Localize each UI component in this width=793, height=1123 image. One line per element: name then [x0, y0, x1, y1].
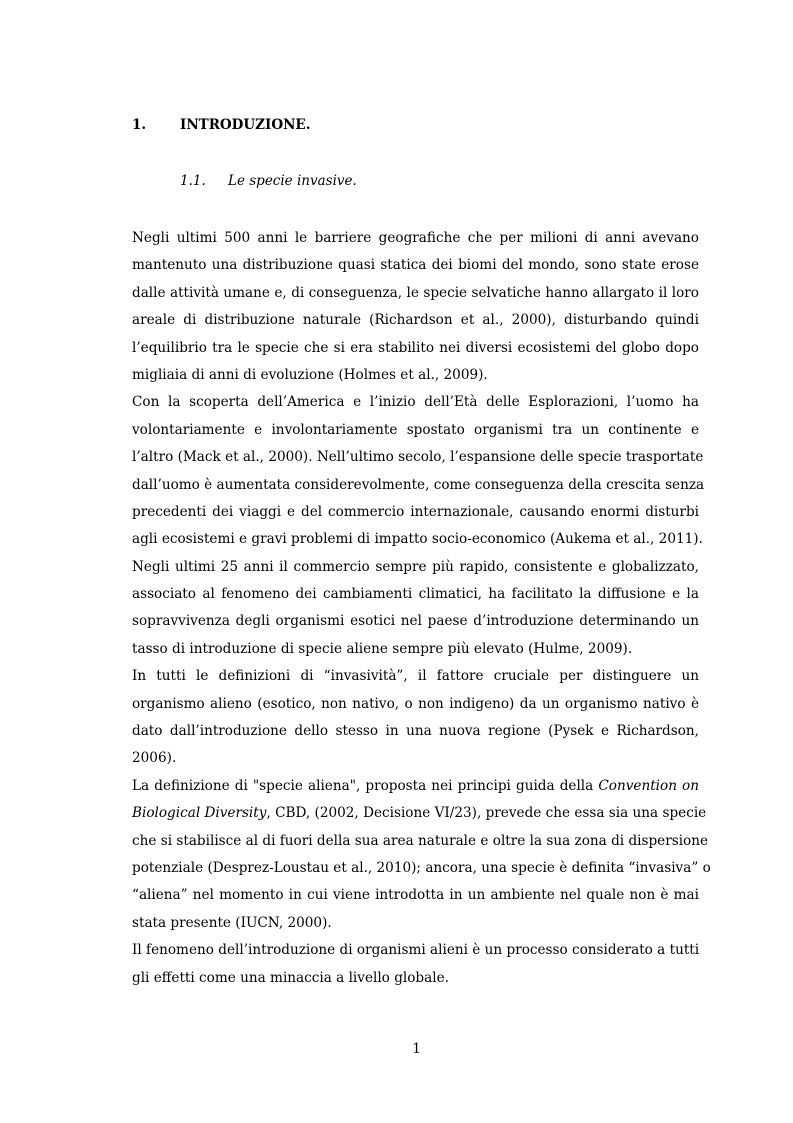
text-line: dalle attività umane e, di conseguenza, le specie selvatiche hanno allargato il loro [132, 284, 699, 301]
text-line [132, 800, 707, 827]
section-title: INTRODUZIONE. [180, 117, 311, 133]
text-line: associato al fenomeno dei cambiamenti climatici, ha facilitato la diffusione e la [132, 586, 699, 603]
text-line: Il fenomeno dell’introduzione di organismi alieni è un processo considerato a tutti [132, 942, 700, 959]
text-line: l’equilibrio tra le specie che si era stabilito nei diversi ecosistemi del globo dopo [132, 339, 699, 356]
text-line: che si stabilisce al di fuori della sua area naturale e oltre la sua zona di dispersione [132, 832, 709, 849]
text-line: stata presente (IUCN, 2000). [132, 914, 332, 931]
subsection-heading [180, 172, 357, 190]
text-line: “aliena” nel momento in cui viene introdotta in un ambiente nel quale non è mai [132, 887, 699, 904]
section-heading [132, 116, 310, 134]
text-line: Negli ultimi 500 anni le barriere geografiche che per milioni di anni avevano [132, 230, 699, 246]
text-line: precedenti dei viaggi e del commercio internazionale, causando enormi disturbi [132, 503, 699, 520]
text-line: tasso di introduzione di specie aliene sempre più elevato (Hulme, 2009). [132, 640, 633, 657]
text-line: dall’uomo è aumentata considerevolmente, come conseguenza della crescita senza [132, 476, 705, 493]
body-text [132, 225, 711, 992]
text-run: La definizione di "specie aliena", proposta nei principi guida della [132, 777, 599, 794]
text-line: gli effetti come una minaccia a livello globale. [132, 969, 449, 986]
text-line: areale di distribuzione naturale (Richardson et al., 2000), disturbando quindi [132, 312, 699, 329]
text-run: , CBD, (2002, Decisione VI/23), prevede che essa sia una specie [266, 805, 707, 822]
text-line: agli ecosistemi e gravi problemi di impatto socio-economico (Aukema et al., 2011). [132, 531, 703, 548]
italic-title: Convention on [598, 777, 699, 794]
text-line: migliaia di anni di evoluzione (Holmes et al., 2009). [132, 366, 488, 383]
text-line: Con la scoperta dell’America e l’inizio dell’Età delle Esplorazioni, l’uomo ha [132, 394, 699, 411]
text-line: In tutti le definizioni di “invasività”, il fattore cruciale per distinguere un [132, 668, 699, 685]
text-line: volontariamente e involontariamente spostato organismi tra un continente e [132, 421, 699, 438]
text-line [132, 773, 699, 800]
text-line: dato dall’introduzione dello stesso in una nuova regione (Pysek e Richardson, [132, 723, 699, 740]
text-line: potenziale (Desprez-Loustau et al., 2010); ancora, una specie è definita “invasiva” o [132, 859, 711, 876]
italic-title: Biological Diversity [132, 805, 267, 822]
text-line: 2006). [132, 750, 177, 767]
subsection-title: Le specie invasive. [228, 173, 357, 189]
section-number: 1. [132, 117, 147, 133]
text-line: Negli ultimi 25 anni il commercio sempre più rapido, consistente e globalizzato, [132, 558, 699, 575]
text-line: mantenuto una distribuzione quasi statica dei biomi del mondo, sono state erose [132, 257, 699, 274]
text-line: l’altro (Mack et al., 2000). Nell’ultimo secolo, l’espansione delle specie trasportate [132, 449, 704, 466]
text-line: sopravvivenza degli organismi esotici nel paese d’introduzione determinando un [132, 613, 699, 630]
text-line: organismo alieno (esotico, non nativo, o non indigeno) da un organismo nativo è [132, 695, 699, 712]
subsection-number: 1.1. [180, 173, 206, 189]
page-number: 1 [412, 1041, 421, 1057]
